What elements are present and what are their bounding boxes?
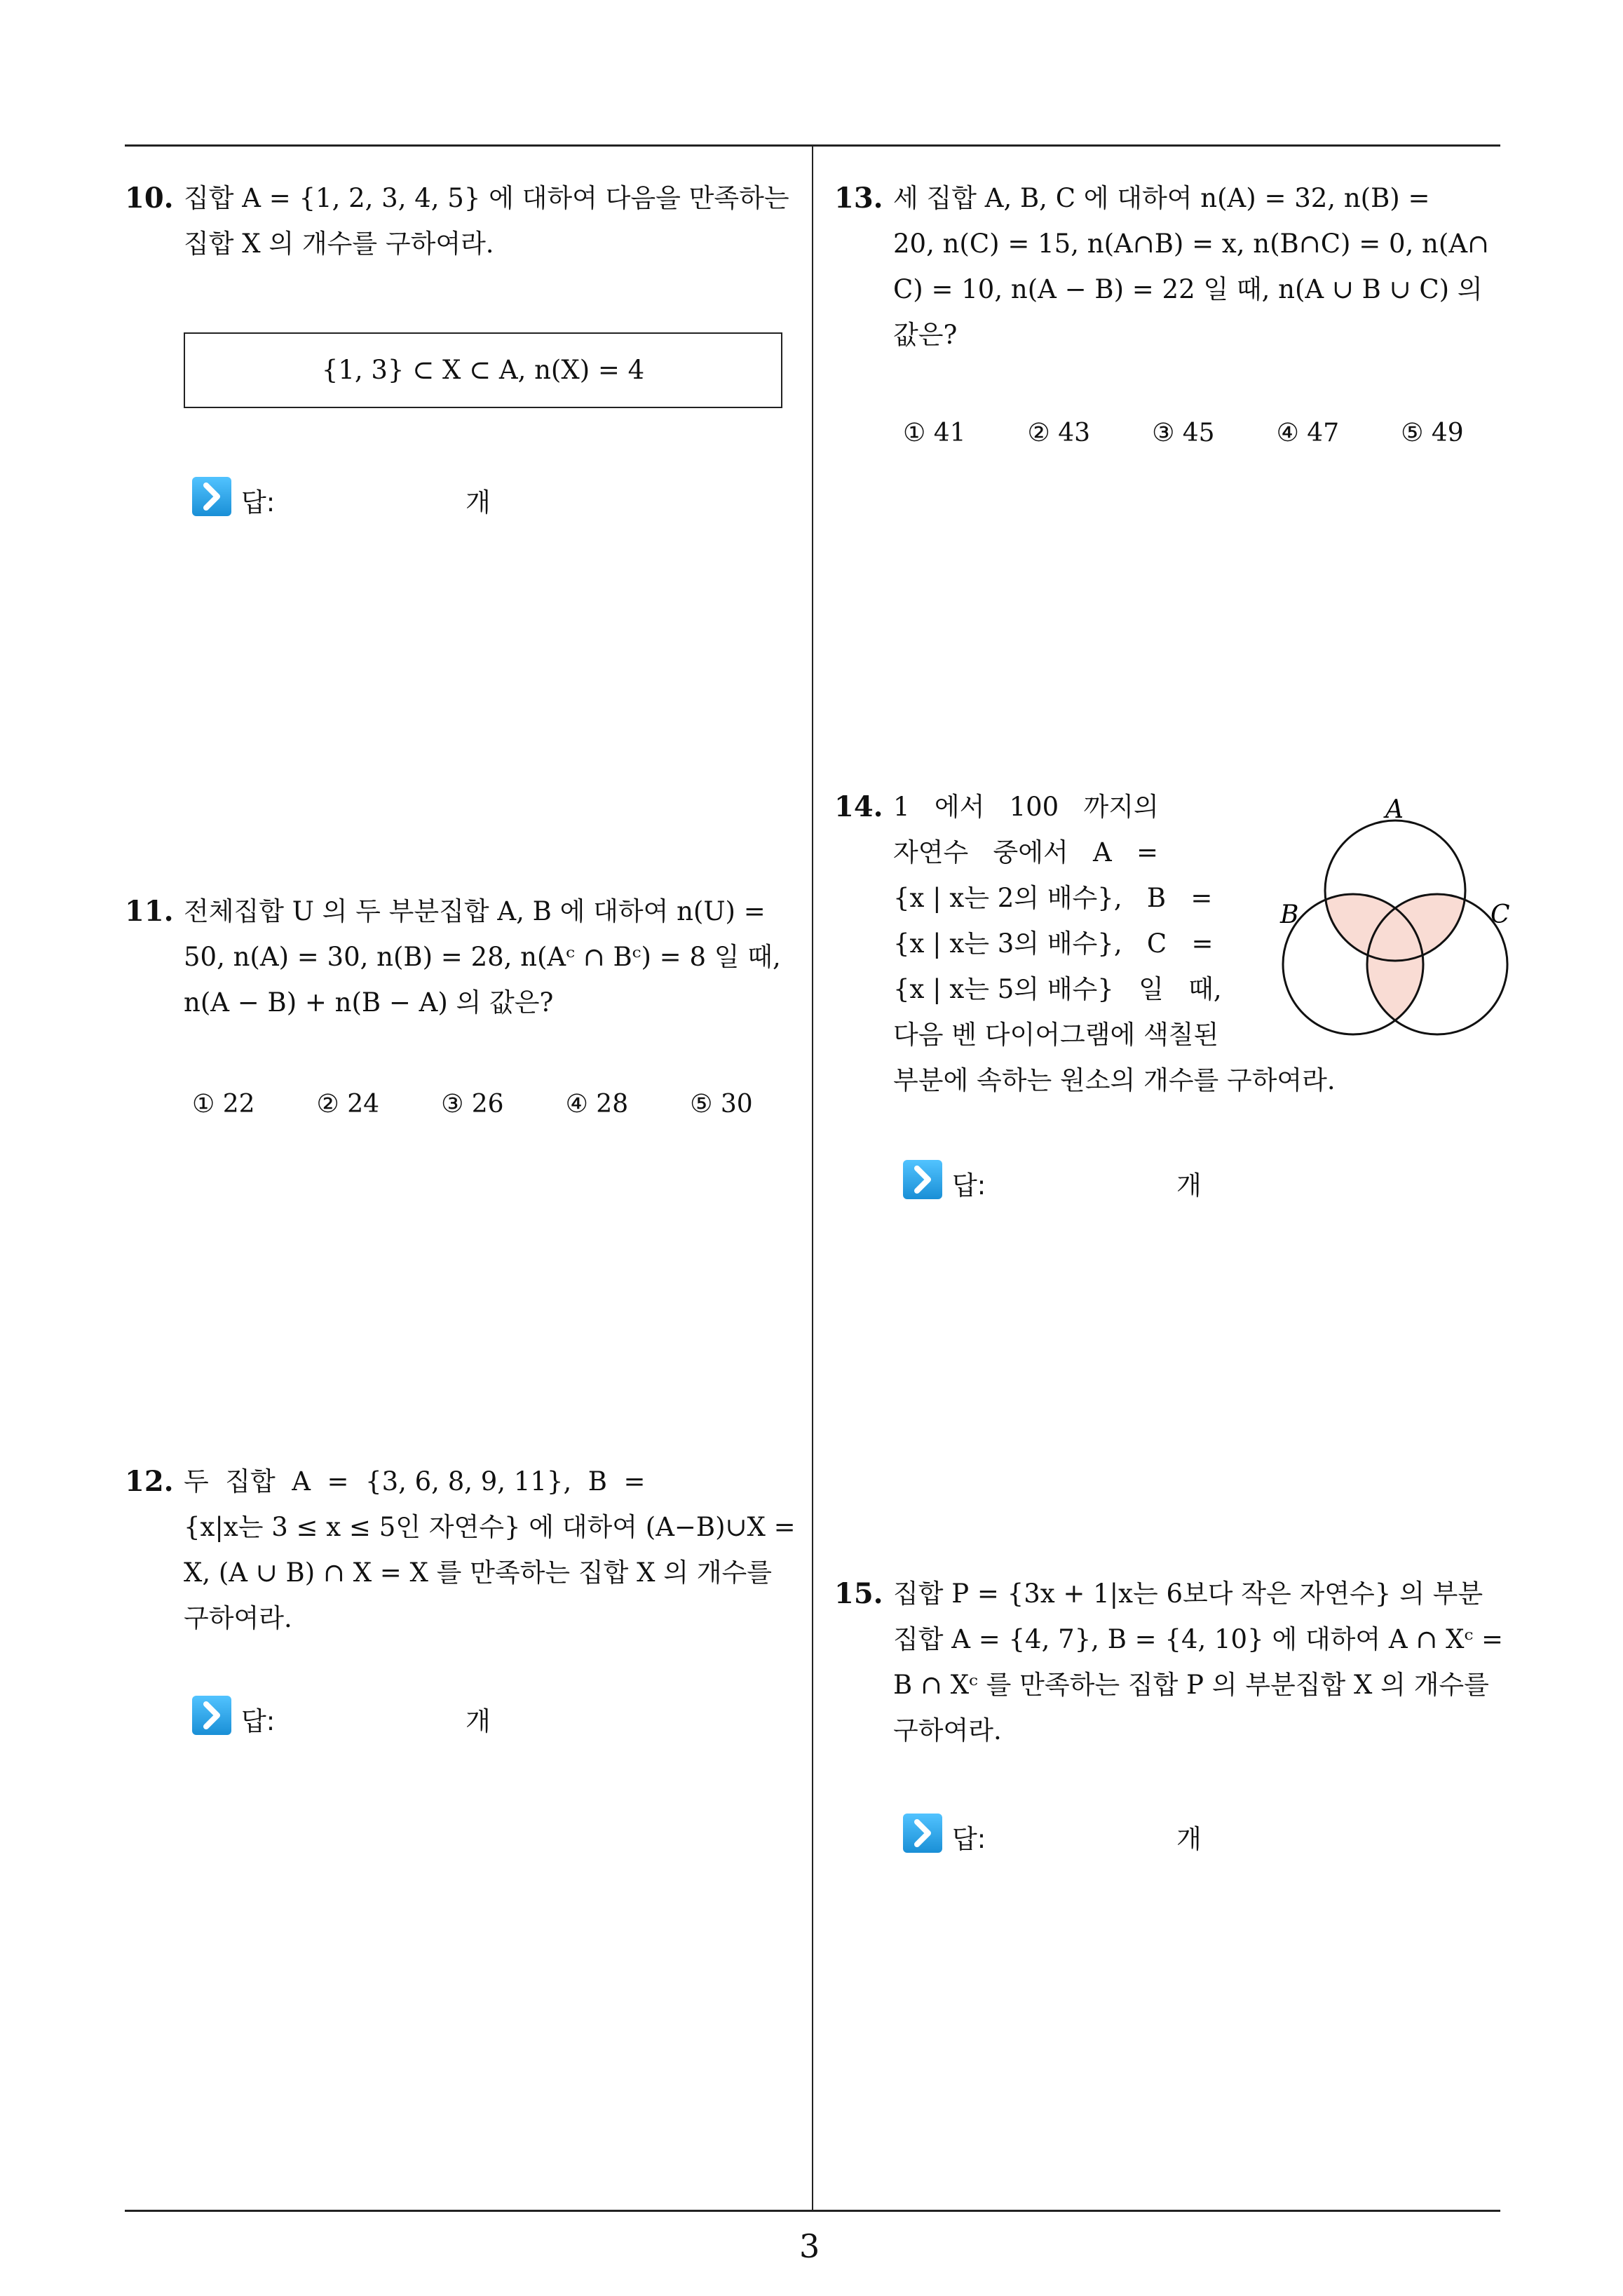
question-text-line: C) = 10, n(A − B) = 22 일 때, n(A ∪ B ∪ C) 의 bbox=[893, 274, 1483, 304]
chevron-right-icon bbox=[903, 1160, 942, 1199]
question-text-line: 두 집합 A = {3, 6, 8, 9, 11}, B = bbox=[184, 1466, 646, 1497]
answer-field[interactable] bbox=[903, 1160, 1254, 1199]
answer-label: 답: bbox=[952, 1824, 986, 1854]
question-number: 11. bbox=[125, 895, 174, 928]
answer-field[interactable] bbox=[192, 1696, 543, 1735]
answer-unit: 개 bbox=[1176, 1170, 1202, 1201]
question-number: 15. bbox=[834, 1577, 883, 1610]
answer-field[interactable] bbox=[192, 477, 543, 516]
choice-5[interactable]: ⑤ 30 bbox=[690, 1090, 753, 1119]
choice-4[interactable]: ④ 47 bbox=[1276, 419, 1340, 447]
question-text-line: {x | x는 3의 배수}, C = bbox=[893, 928, 1214, 959]
question-text-line: 다음 벤 다이어그램에 색칠된 bbox=[893, 1020, 1219, 1050]
chevron-right-icon bbox=[192, 1696, 231, 1735]
question-number: 14. bbox=[834, 790, 883, 823]
bottom-rule bbox=[125, 2210, 1500, 2212]
page-number: 3 bbox=[799, 2227, 820, 2265]
condition-text: {1, 3} ⊂ X ⊂ A, n(X) = 4 bbox=[321, 355, 645, 385]
answer-unit: 개 bbox=[1176, 1824, 1202, 1854]
choice-1[interactable]: ① 41 bbox=[903, 419, 966, 447]
choice-3[interactable]: ③ 45 bbox=[1152, 419, 1215, 447]
question-text-line: 값은? bbox=[893, 320, 958, 350]
shaded-region bbox=[1283, 894, 1507, 1034]
question-text-line: 자연수 중에서 A = bbox=[893, 837, 1159, 867]
question-text-line: 집합 P = {3x + 1|x는 6보다 작은 자연수} 의 부분 bbox=[893, 1579, 1483, 1609]
question-text-line: 세 집합 A, B, C 에 대하여 n(A) = 32, n(B) = bbox=[893, 183, 1430, 213]
question-text-line: X, (A ∪ B) ∩ X = X 를 만족하는 집합 X 의 개수를 bbox=[184, 1558, 772, 1588]
question-number: 12. bbox=[125, 1465, 174, 1498]
question-text-line: {x | x는 2의 배수}, B = bbox=[893, 883, 1213, 913]
question-text-line: 집합 A = {1, 2, 3, 4, 5} 에 대하여 다음을 만족하는 bbox=[184, 183, 789, 213]
venn-diagram bbox=[1262, 792, 1528, 1045]
question-text-line: B ∩ Xᶜ 를 만족하는 집합 P 의 부분집합 X 의 개수를 bbox=[893, 1670, 1489, 1700]
answer-label: 답: bbox=[952, 1170, 986, 1201]
question-text-line: 구하여라. bbox=[893, 1715, 1002, 1745]
question-text-line: {x|x는 3 ≤ x ≤ 5인 자연수} 에 대하여 (A−B)∪X = bbox=[184, 1512, 796, 1542]
question-text-line: 50, n(A) = 30, n(B) = 28, n(Aᶜ ∩ Bᶜ) = 8 일 때, bbox=[184, 942, 781, 972]
question-text-line: 20, n(C) = 15, n(A∩B) = x, n(B∩C) = 0, n(A∩ bbox=[893, 229, 1490, 259]
label-c: C bbox=[1490, 900, 1510, 929]
answer-label: 답: bbox=[241, 1706, 276, 1736]
chevron-right-icon bbox=[903, 1814, 942, 1853]
question-text-line: {x | x는 5의 배수} 일 때, bbox=[893, 974, 1222, 1004]
question-number: 13. bbox=[834, 182, 883, 215]
answer-label: 답: bbox=[241, 487, 276, 518]
choice-1[interactable]: ① 22 bbox=[192, 1090, 255, 1119]
question-text-line: 부분에 속하는 원소의 개수를 구하여라. bbox=[893, 1065, 1336, 1095]
choice-2[interactable]: ② 43 bbox=[1027, 419, 1091, 447]
condition-box bbox=[184, 332, 782, 408]
column-divider bbox=[812, 144, 813, 2211]
label-a: A bbox=[1385, 795, 1404, 824]
question-text-line: 1 에서 100 까지의 bbox=[893, 792, 1159, 822]
choice-3[interactable]: ③ 26 bbox=[441, 1090, 504, 1119]
question-text-line: 구하여라. bbox=[184, 1603, 292, 1633]
answer-field[interactable] bbox=[903, 1814, 1254, 1853]
question-text-line: 집합 X 의 개수를 구하여라. bbox=[184, 229, 494, 259]
choice-2[interactable]: ② 24 bbox=[316, 1090, 380, 1119]
chevron-right-icon bbox=[192, 477, 231, 516]
answer-unit: 개 bbox=[466, 1706, 491, 1736]
question-text-line: 전체집합 U 의 두 부분집합 A, B 에 대하여 n(U) = bbox=[184, 896, 766, 926]
question-text-line: 집합 A = {4, 7}, B = {4, 10} 에 대하여 A ∩ Xᶜ = bbox=[893, 1624, 1504, 1654]
answer-choices bbox=[903, 419, 1526, 447]
choice-4[interactable]: ④ 28 bbox=[565, 1090, 629, 1119]
answer-unit: 개 bbox=[466, 487, 491, 518]
answer-choices bbox=[192, 1090, 815, 1119]
label-b: B bbox=[1280, 900, 1299, 929]
question-number: 10. bbox=[125, 182, 174, 215]
question-text-line: n(A − B) + n(B − A) 의 값은? bbox=[184, 987, 554, 1018]
choice-5[interactable]: ⑤ 49 bbox=[1401, 419, 1464, 447]
